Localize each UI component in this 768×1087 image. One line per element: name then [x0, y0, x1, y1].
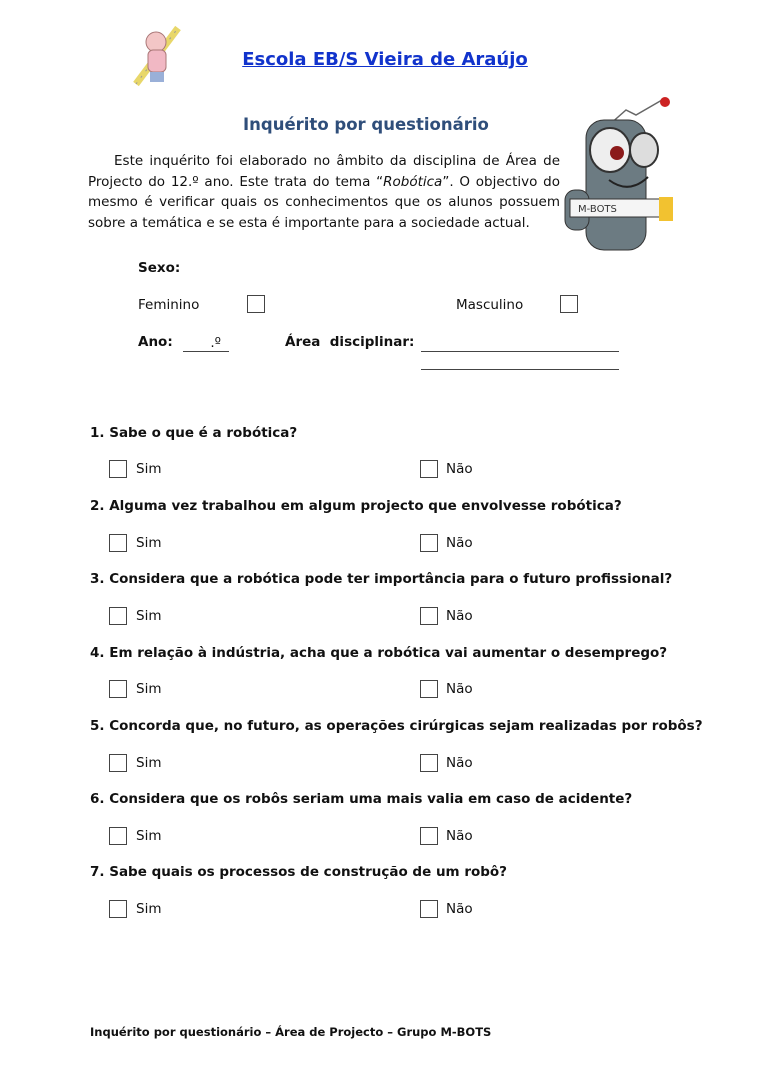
- robot-logo-text: M-BOTS: [578, 204, 617, 215]
- question-5: 5. Concorda que, no futuro, as operações cirúrgicas sejam realizadas por robôs?: [90, 718, 703, 734]
- ano-label: Ano:: [138, 334, 173, 350]
- question-6-sim-checkbox[interactable]: [109, 827, 127, 845]
- question-1: 1. Sabe o que é a robótica?: [90, 425, 298, 441]
- question-7-nao-checkbox[interactable]: [420, 900, 438, 918]
- question-4: 4. Em relação à indústria, acha que a robótica vai aumentar o desemprego?: [90, 645, 668, 661]
- question-4-nao-label: Não: [446, 681, 473, 697]
- question-4-sim-checkbox[interactable]: [109, 680, 127, 698]
- question-5-nao-checkbox[interactable]: [420, 754, 438, 772]
- question-4-nao-checkbox[interactable]: [420, 680, 438, 698]
- sexo-label: Sexo:: [138, 260, 181, 276]
- question-7: 7. Sabe quais os processos de construção de um robô?: [90, 864, 508, 880]
- question-1-sim-checkbox[interactable]: [109, 460, 127, 478]
- question-7-nao-label: Não: [446, 901, 473, 917]
- question-2-nao-label: Não: [446, 535, 473, 551]
- question-7-sim-checkbox[interactable]: [109, 900, 127, 918]
- intro-theme: Robótica: [383, 173, 443, 190]
- question-3-nao-checkbox[interactable]: [420, 607, 438, 625]
- feminino-checkbox[interactable]: [247, 295, 265, 313]
- ano-suffix: .º: [210, 335, 221, 351]
- masculino-label: Masculino: [456, 297, 524, 313]
- question-3: 3. Considera que a robótica pode ter importância para o futuro profissional?: [90, 571, 673, 587]
- intro-paragraph: [88, 151, 560, 233]
- question-6: 6. Considera que os robôs seriam uma mais valia em caso de acidente?: [90, 791, 633, 807]
- question-2-sim-checkbox[interactable]: [109, 534, 127, 552]
- area-label: Área disciplinar:: [285, 334, 415, 350]
- question-2-sim-label: Sim: [136, 535, 162, 551]
- intro-text-1: Este inquérito foi elaborado no âmbito da disciplina de Área de Projecto do 12.º ano. Este trata do tema “: [88, 153, 560, 190]
- question-2-nao-checkbox[interactable]: [420, 534, 438, 552]
- page-subtitle: Inquérito por questionário: [243, 115, 489, 134]
- question-5-sim-label: Sim: [136, 755, 162, 771]
- question-3-sim-checkbox[interactable]: [109, 607, 127, 625]
- intro-text-2: ”. O objectivo do mesmo é verificar quais os conhecimentos que os alunos possuem sobre a temática e se esta é importante para a sociedade actual.: [88, 173, 560, 231]
- area-field-line-1[interactable]: [421, 336, 619, 352]
- area-field-line-2[interactable]: [421, 355, 619, 370]
- question-3-sim-label: Sim: [136, 608, 162, 624]
- question-1-nao-checkbox[interactable]: [420, 460, 438, 478]
- question-5-sim-checkbox[interactable]: [109, 754, 127, 772]
- question-7-sim-label: Sim: [136, 901, 162, 917]
- ano-field[interactable]: [183, 335, 229, 352]
- question-4-sim-label: Sim: [136, 681, 162, 697]
- page-footer: Inquérito por questionário – Área de Projecto – Grupo M-BOTS: [90, 1025, 492, 1039]
- school-name: Escola EB/S Vieira de Araújo: [242, 49, 528, 70]
- question-5-nao-label: Não: [446, 755, 473, 771]
- school-title: [0, 49, 768, 70]
- question-1-sim-label: Sim: [136, 461, 162, 477]
- question-3-nao-label: Não: [446, 608, 473, 624]
- question-1-nao-label: Não: [446, 461, 473, 477]
- question-6-sim-label: Sim: [136, 828, 162, 844]
- robot-mascot-image: [564, 95, 674, 255]
- masculino-checkbox[interactable]: [560, 295, 578, 313]
- question-2: 2. Alguma vez trabalhou em algum projecto que envolvesse robótica?: [90, 498, 622, 514]
- feminino-label: Feminino: [138, 297, 200, 313]
- question-6-nao-label: Não: [446, 828, 473, 844]
- question-6-nao-checkbox[interactable]: [420, 827, 438, 845]
